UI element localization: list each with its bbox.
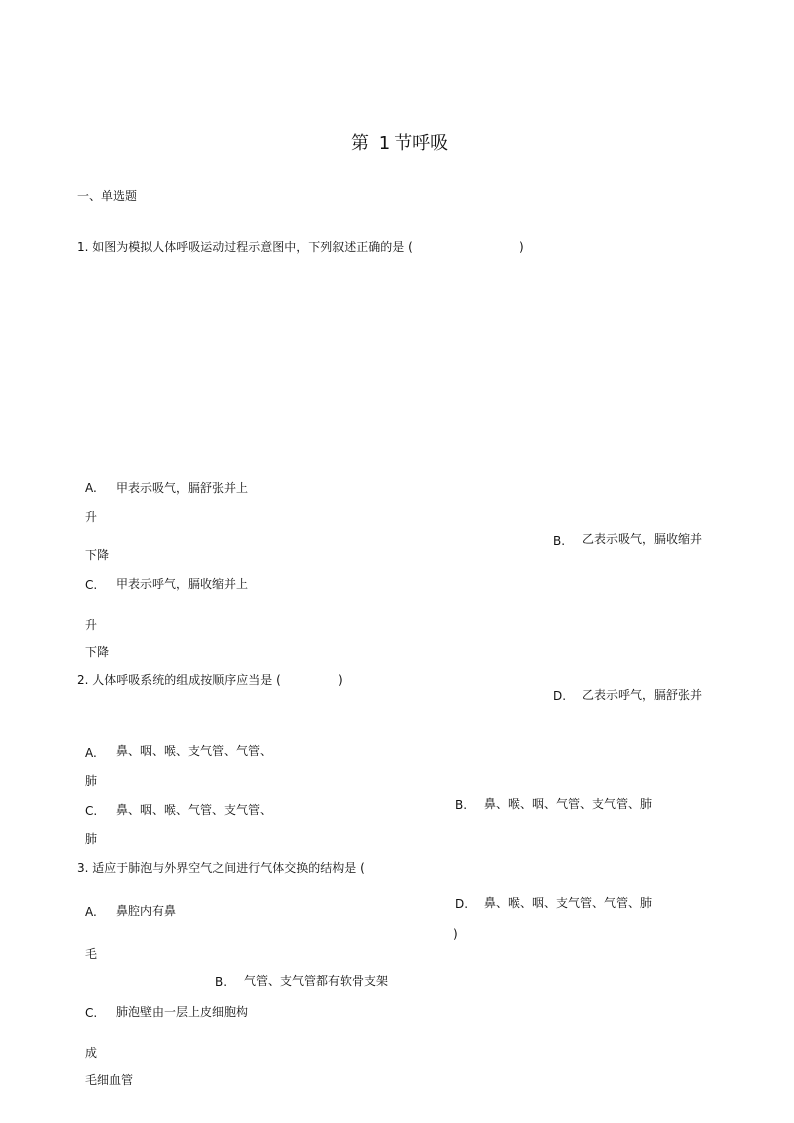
q3-option-c-letter: C. [85, 1006, 98, 1020]
title-number: 1 [378, 133, 391, 154]
question-3-close-paren: ) [453, 927, 458, 941]
question-1-close-paren: ) [519, 240, 524, 254]
q1-option-a-text: 甲表示吸气，膈舒张并上 [116, 481, 249, 495]
question-2-stem: 2. 人体呼吸系统的组成按顺序应当是 ( [77, 673, 281, 687]
q2-option-c-continuation: 肺 [85, 832, 98, 846]
q2-option-d-letter: D. [455, 897, 469, 911]
title-prefix: 第 [351, 133, 369, 154]
q1-option-c-letter: C. [85, 578, 98, 592]
q3-option-d-fragment: 毛细血管 [85, 1073, 134, 1087]
q1-option-b-text: 乙表示吸气，膈收缩并 [582, 532, 703, 546]
title-suffix: 节呼吸 [394, 133, 449, 154]
q2-option-c-letter: C. [85, 804, 98, 818]
q2-option-a-text: 鼻、咽、喉、支气管、气管、 [116, 744, 273, 758]
q3-option-c-text: 肺泡壁由一层上皮细胞构 [116, 1005, 249, 1019]
q1-option-c-text: 甲表示呼气，膈收缩并上 [116, 577, 249, 591]
q1-option-b-letter: B. [553, 534, 566, 548]
q3-option-a-text: 鼻腔内有鼻 [116, 904, 177, 918]
q1-option-d-text: 乙表示呼气，膈舒张并 [582, 688, 703, 702]
question-3-stem: 3. 适应于肺泡与外界空气之间进行气体交换的结构是 ( [77, 861, 365, 875]
q3-option-a-letter: A. [85, 905, 97, 919]
section-heading: 一、单选题 [77, 189, 138, 203]
q1-option-b-continuation: 下降 [85, 548, 110, 562]
q2-option-b-letter: B. [455, 798, 468, 812]
q3-option-a-continuation: 毛 [85, 947, 98, 961]
q1-option-a-continuation: 升 [85, 510, 98, 524]
q2-option-a-continuation: 肺 [85, 774, 98, 788]
q1-option-a-letter: A. [85, 481, 97, 495]
q2-option-c-text: 鼻、咽、喉、气管、支气管、 [116, 803, 273, 817]
q1-option-d-letter: D. [553, 689, 567, 703]
q3-option-c-continuation: 成 [85, 1046, 98, 1060]
question-2-close-paren: ) [338, 673, 343, 687]
question-1-figure-area [77, 262, 717, 470]
question-1-stem: 1. 如图为模拟人体呼吸运动过程示意图中，下列叙述正确的是 ( [77, 240, 413, 254]
q3-option-b-letter: B. [215, 975, 228, 989]
q3-option-b-text: 气管、支气管都有软骨支架 [244, 974, 389, 988]
q2-option-b-text: 鼻、喉、咽、气管、支气管、肺 [484, 797, 653, 811]
page-title [351, 135, 448, 153]
q2-option-d-text: 鼻、喉、咽、支气管、气管、肺 [484, 896, 653, 910]
q2-option-a-letter: A. [85, 746, 97, 760]
q1-option-c-continuation: 升 [85, 618, 98, 632]
q1-option-d-continuation: 下降 [85, 645, 110, 659]
